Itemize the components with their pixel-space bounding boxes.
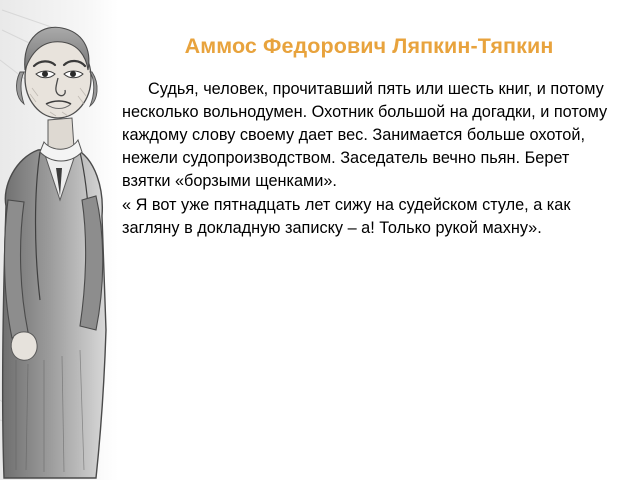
- text-content: [112, 0, 640, 480]
- paragraph-description: Судья, человек, прочитавший пять или шесть книг, и потому несколько вольнодумен. Охотник большой на догадки, и потому каждому слову своему дает вес. Занимается больше охотой, нежели судопроизводством. Заседатель вечно пьян. Берет взятки «борзыми щенками».: [122, 79, 608, 191]
- page-title: Аммос Федорович Ляпкин-Тяпкин: [184, 34, 554, 58]
- paragraph-quote: « Я вот уже пятнадцать лет сижу на судейском стуле, а как загляну в докладную записку – а! Только рукой махну».: [122, 195, 571, 237]
- character-illustration: [0, 0, 118, 480]
- body-text: [122, 78, 616, 240]
